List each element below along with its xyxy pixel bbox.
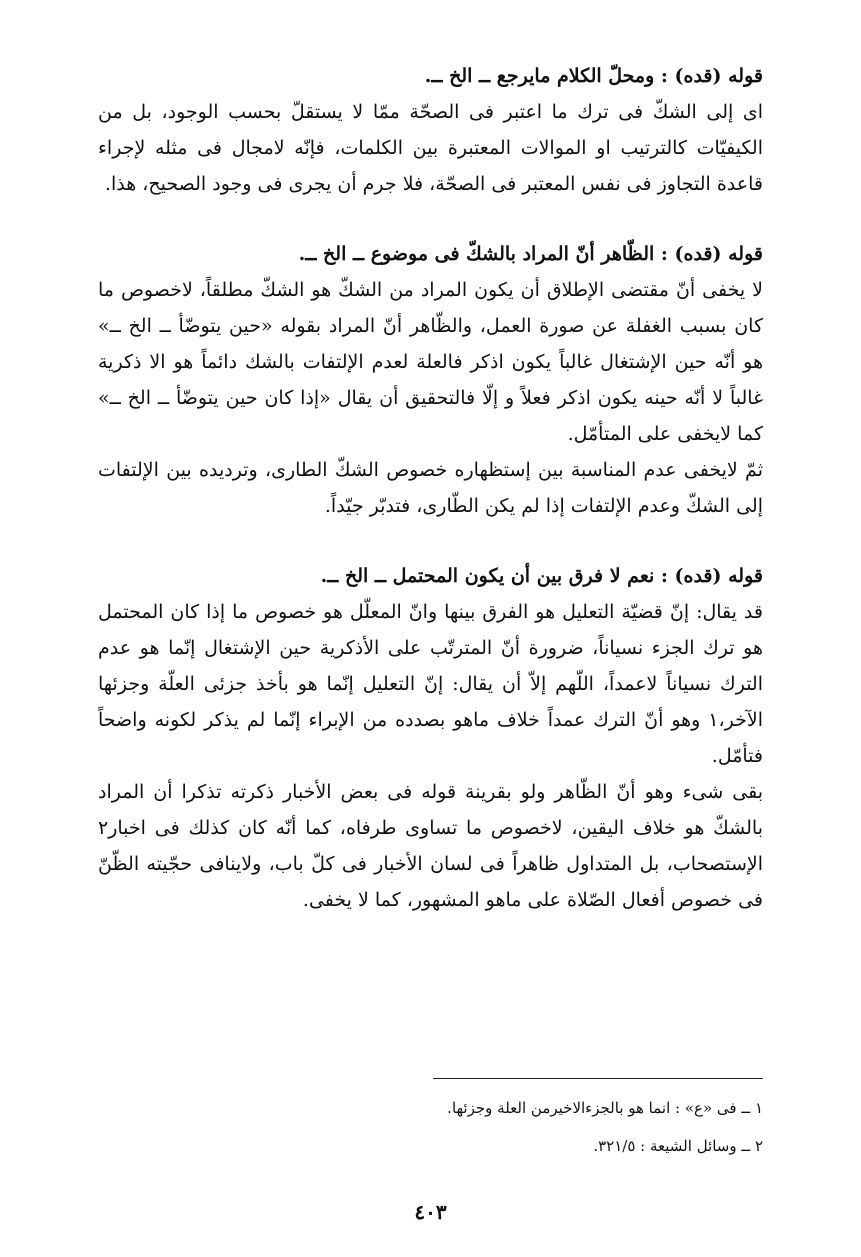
commentary-section-2 bbox=[98, 236, 763, 524]
commentary-section-3 bbox=[98, 558, 763, 918]
paragraph: ثمّ لايخفى عدم المناسبة بين إستظهاره خصوص الشكّ الطارى، وترديده بين الإلتفات إلى الشكّ وعدم الإلتفات إذا لم يكن الطّارى، فتدبّر جيّداً. bbox=[98, 459, 763, 517]
section-heading: قوله (قده) : الظّاهر أنّ المراد بالشكّ فى موضوع ــ الخ ــ. bbox=[298, 243, 763, 265]
section-heading: قوله (قده) : ومحلّ الكلام مايرجع ــ الخ ــ. bbox=[424, 65, 763, 87]
footnotes bbox=[98, 1078, 763, 1173]
page-number: ٤٠٣ bbox=[414, 1200, 447, 1224]
footnote-2: ٢ ــ وسائل الشيعة : ٣٢١/٥. bbox=[593, 1137, 763, 1155]
paragraph: قد يقال: إنّ قضيّة التعليل هو الفرق بينها وانّ المعلّل هو خصوص ما إذا كان المحتمل هو ترك الجزء نسياناً، ضرورة أنّ المترتّب على الأذكرية حين الإشتغال إنّما هو عدم الترك نسياناً لاعمداً، اللّهم إلاّ أن يقال: إنّ التعليل إنّما هو بأخذ جزئى العلّة وجزئها الآخر،١ وهو أنّ الترك عمداً خلاف ماهو بصدده من الإبراء إنّما لم يذكر لكونه واضحاً فتأمّل. bbox=[98, 601, 763, 767]
footnote-divider bbox=[433, 1078, 763, 1079]
paragraph: اى إلى الشكّ فى ترك ما اعتبر فى الصحّة ممّا لا يستقلّ بحسب الوجود، بل من الكيفيّات كالترتيب او الموالات المعتبرة بين الكلمات، فإنّه لامجال فى مثله لإجراء قاعدة التجاوز فى نفس المعتبر فى الصحّة، فلا جرم أن يجرى فى وجود الصحيح، هذا. bbox=[98, 101, 763, 195]
main-text bbox=[98, 58, 763, 952]
section-heading: قوله (قده) : نعم لا فرق بين أن يكون المحتمل ــ الخ ــ. bbox=[320, 565, 763, 587]
paragraph: لا يخفى أنّ مقتضى الإطلاق أن يكون المراد من الشكّ هو الشكّ مطلقاً، لاخصوص ما كان بسبب الغفلة عن صورة العمل، والظّاهر أنّ المراد بقوله «حين يتوضّأ ــ الخ ــ» هو أنّه حين الإشتغال غالباً يكون اذكر فالعلة لعدم الإلتفات بالشك دائماً هو الا ذكرية غالباً لا أنّه حينه يكون اذكر فعلاً و إلّا فالتحقيق أن يقال «إذا كان حين يتوضّأ ــ الخ ــ» كما لايخفى على المتأمّل. bbox=[98, 279, 763, 445]
footnote-1: ١ ــ فى «ع» : انما هو بالجزءالاخيرمن العلة وجزئها. bbox=[447, 1099, 763, 1117]
paragraph: بقى شىء وهو أنّ الظّاهر ولو بقرينة قوله فى بعض الأخبار ذكرته تذكرا أن المراد بالشكّ هو خلاف اليقين، لاخصوص ما تساوى طرفاه، كما أنّه كان كذلك فى اخبار٢ الإستصحاب، بل المتداول ظاهراً فى لسان الأخبار فى كلّ باب، ولاينافى حجّيته الظّنّ فى خصوص أفعال الصّلاة على ماهو المشهور، كما لا يخفى. bbox=[98, 781, 763, 911]
commentary-section-1 bbox=[98, 58, 763, 202]
